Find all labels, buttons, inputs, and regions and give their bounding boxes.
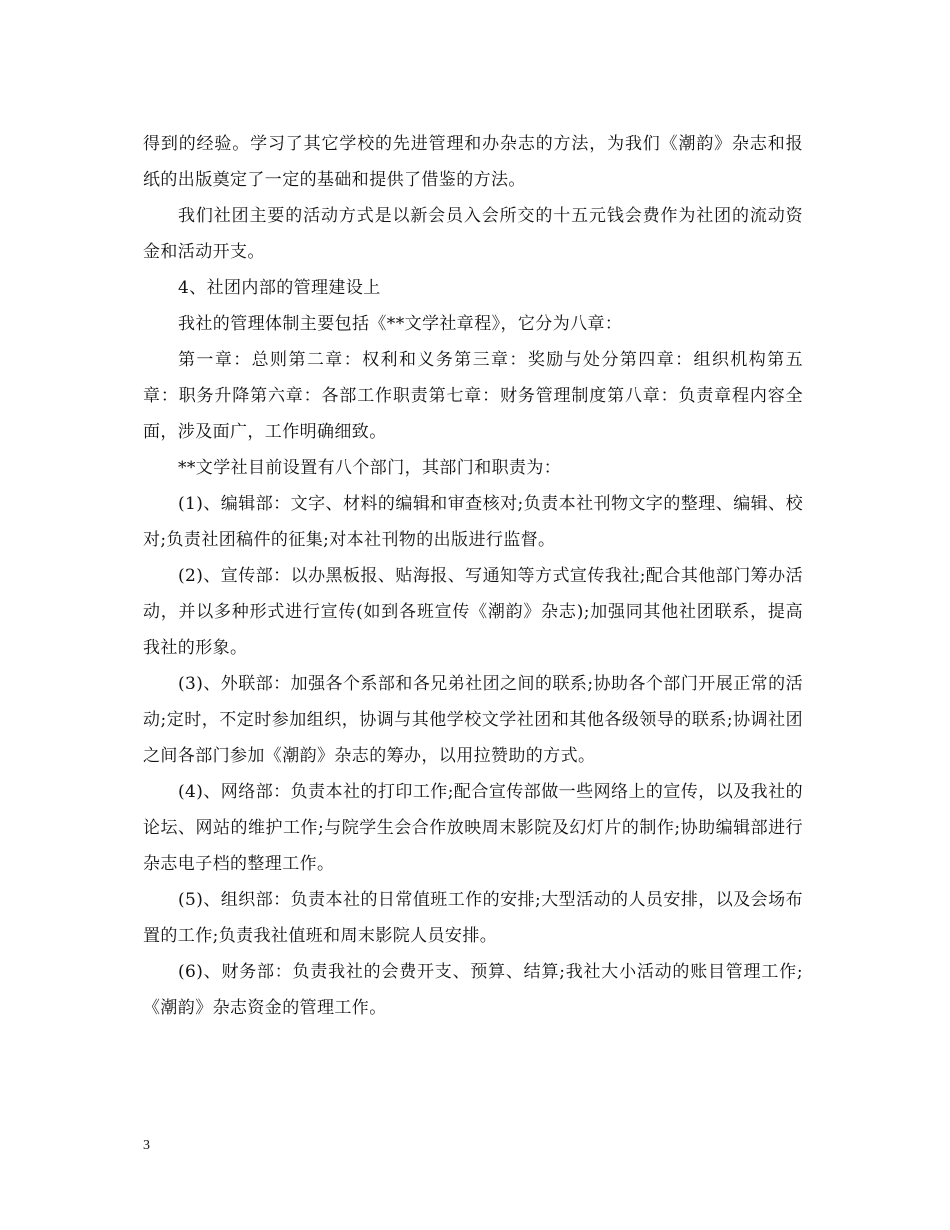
paragraph-network-department: (4)、网络部：负责本社的打印工作;配合宣传部做一些网络上的宣传，以及我社的论坛、网站的维护工作;与院学生会合作放映周末影院及幻灯片的制作;协助编辑部进行杂志电子档的整理工作。 (143, 782, 803, 874)
document-body (143, 126, 803, 1026)
section-heading-internal-management: 4、社团内部的管理建设上 (178, 278, 381, 298)
paragraph-organization-department: (5)、组织部：负责本社的日常值班工作的安排;大型活动的人员安排，以及会场布置的工作;负责我社值班和周末影院人员安排。 (143, 890, 803, 946)
paragraph-management-system: 我社的管理体制主要包括《**文学社章程》，它分为八章： (178, 314, 623, 334)
paragraph-publicity-department: (2)、宣传部：以办黑板报、贴海报、写通知等方式宣传我社;配合其他部门筹办活动，并以多种形式进行宣传(如到各班宣传《潮韵》杂志);加强同其他社团联系，提高我社的形象。 (143, 566, 803, 658)
paragraph-activity-funding: 我们社团主要的活动方式是以新会员入会所交的十五元钱会费作为社团的流动资金和活动开支。 (143, 206, 803, 262)
paragraph-finance-department: (6)、财务部：负责我社的会费开支、预算、结算;我社大小活动的账目管理工作;《潮韵》杂志资金的管理工作。 (143, 962, 803, 1018)
paragraph-continuation: 得到的经验。学习了其它学校的先进管理和办杂志的方法，为我们《潮韵》杂志和报纸的出版奠定了一定的基础和提供了借鉴的方法。 (143, 134, 803, 190)
paragraph-chapters: 第一章：总则第二章：权利和义务第三章：奖励与处分第四章：组织机构第五章：职务升降第六章：各部工作职责第七章：财务管理制度第八章：负责章程内容全面，涉及面广，工作明确细致。 (143, 350, 803, 442)
paragraph-departments-intro: **文学社目前设置有八个部门，其部门和职责为： (178, 458, 562, 478)
paragraph-external-relations-department: (3)、外联部：加强各个系部和各兄弟社团之间的联系;协助各个部门开展正常的活动;定时，不定时参加组织，协调与其他学校文学社团和其他各级领导的联系;协调社团之间各部门参加《潮韵》杂志的筹办，以用拉赞助的方式。 (143, 674, 803, 766)
paragraph-editorial-department: (1)、编辑部：文字、材料的编辑和审查核对;负责本社刊物文字的整理、编辑、校对;负责社团稿件的征集;对本社刊物的出版进行监督。 (143, 494, 803, 550)
page-number: 3 (143, 1138, 150, 1153)
